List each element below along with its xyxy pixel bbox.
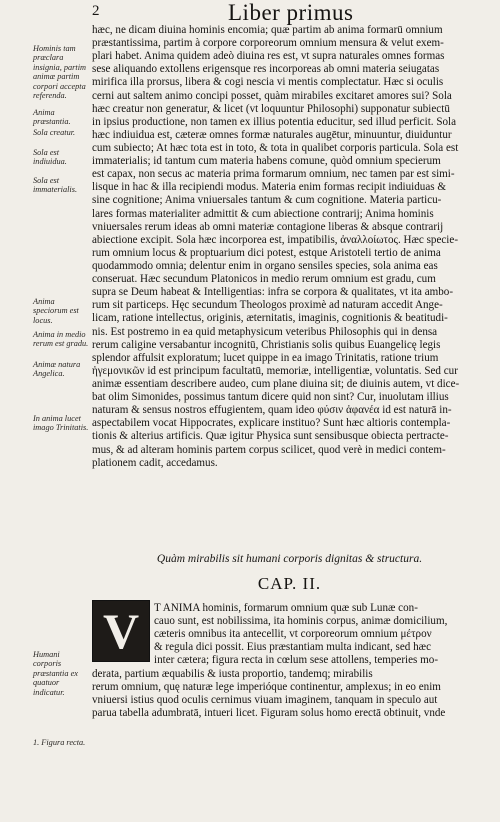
text-line: cum subiecto; At hæc tota est in toto, & tota in qualibet corporis particula. Sola est bbox=[92, 141, 459, 154]
text-line: rum omnium locus & proptuarium dici potest, estque Aristoteli tertio de anima bbox=[92, 246, 441, 259]
initial-letter: V bbox=[102, 603, 140, 659]
text-line: cerni aut saltem animo concipi posset, quàm mirabiles excitaret amores sui? Sola bbox=[92, 89, 452, 102]
chapter-heading: CAP. II. bbox=[257, 574, 322, 593]
margin-note: Animæ natura Angelica. bbox=[33, 360, 81, 379]
text-line: parua tabella adumbratā, intueri licet. Figuram solus homo erectā obtinuit, vnde bbox=[92, 706, 446, 719]
text-line: inter cætera; figura recta in cœlum sese attollens, temperies mo- bbox=[154, 654, 439, 667]
text-line: lares formas materialiter admittit & cum abiectione contrarij; Anima hominis bbox=[92, 207, 434, 220]
text-line: derata, partium æquabilis & iusta proportio, tandemq; mirabilis bbox=[92, 667, 373, 680]
margin-note: Anima præstantia. bbox=[33, 108, 71, 127]
page-number: 2 bbox=[92, 3, 100, 19]
text-line: immaterialis; id tantum cum materia habens comune, quòd omnium specierum bbox=[92, 155, 441, 168]
text-line: præstantissima, partim à corpore corporeorum omnium mensura & velut exem- bbox=[92, 37, 444, 50]
text-line: plari habet. Anima quidem adeò diuina res est, vt supra naturales omnes formas bbox=[92, 50, 445, 63]
text-line: & regula dici possit. Eius præstantiam multa indicant, sed hæc bbox=[154, 641, 431, 654]
running-head: Liber primus bbox=[228, 0, 354, 25]
text-line: est capax, non secus ac materia prima formarum omnium, nec tamen par est simi- bbox=[92, 168, 455, 181]
text-line: nis. Est postremo in ea quid metaphysicum veteribus Philosophis qui in densa bbox=[92, 325, 438, 338]
margin-note: In anima lucet imago Trinitatis. bbox=[33, 414, 89, 433]
text-line: mus, & ad alteram hominis partem corpus scilicet, quod verè in medici contem- bbox=[92, 443, 446, 456]
text-line: hæc creatur non generatur, & licet (vt loquuntur Philosophi) supponatur subiectū bbox=[92, 102, 450, 115]
margin-note: Anima in medio rerum est gradu. bbox=[33, 330, 89, 349]
text-line: plationem cadit, accedamus. bbox=[92, 456, 218, 469]
text-line: vniuersales rerum ideas ab omni materiæ contagione liberas & absque contrarij bbox=[92, 220, 444, 233]
text-line: licam, ratione intellectus, originis, æternitatis, imaginis, cognitionis & beatitudi- bbox=[92, 312, 448, 325]
text-line: aspectabilem vocat Hippocrates, explicare instituo? Sunt hæc altioris contempla- bbox=[92, 417, 451, 430]
text-line: cauo sunt, est nobilissima, ita hominis corpus, animæ domicilium, bbox=[154, 615, 448, 628]
text-line: ἡγεμονικῶν id est principum facultatū, memoriæ, intelligentiæ, voluntatis. Sed cur bbox=[92, 364, 458, 377]
text-line: sese aliquando extollens erigensque res incorporeas ab omni materia seiugatas bbox=[92, 63, 440, 76]
text-line: conseruat. Hæc secundum Platonicos in medio rerum omnium est gradu, cum bbox=[92, 273, 436, 286]
text-line: in ipsius productione, non tamen ex illius potentia educitur, sed illud perficit. Sola bbox=[92, 115, 457, 128]
margin-note: Hominis tam præclara insignia, partim animæ partim corpori accepta referenda. bbox=[33, 44, 87, 101]
text-line: animæ essentiam describere audeo, cum plane diuina sit; de diuinis autem, vt dice- bbox=[92, 377, 460, 390]
margin-note: Sola creatur. bbox=[33, 128, 76, 137]
text-line: bat olim Simonides, possimus tantum dicere quid non sint? Cur, inuolutam illius bbox=[92, 391, 449, 404]
text-line: sine cognitione; Anima vniuersales tantum & cum cognitione. Materia particu- bbox=[92, 194, 442, 207]
text-line: supra se Deum habeat & Intelligentias: infra se corpora & qualitates, vt ita ambo- bbox=[92, 286, 454, 299]
text-line: naturam & sensus nostros effugientem, quam ideo φύσιν ἀφανέα id est naturā in- bbox=[92, 404, 452, 417]
text-line: hæc indiuidua est, cæteræ omnes formæ naturales augētur, minuuntur, diuiduntur bbox=[92, 128, 452, 141]
text-line: rerum caligine versabantur incognitū, Christianis solis quibus Euangelicę legis bbox=[92, 338, 441, 351]
text-line: quodammodo omnia; delentur enim in organo sensiles species, sola anima eas bbox=[92, 259, 438, 272]
text-line: mirifica illa prorsus, libera & cogi nescia vi mentis complectatur. Hæc si oculis bbox=[92, 76, 444, 89]
section-subtitle: Quàm mirabilis sit humani corporis dignitas & structura. bbox=[156, 553, 423, 565]
text-line: tionis & alterius artificis. Quæ igitur Physica sunt sensibusque obiecta pertracte- bbox=[92, 430, 449, 443]
text-line: T ANIMA hominis, formarum omnium quæ sub Lunæ con- bbox=[154, 602, 418, 614]
text-line: vniuersi istius quod oculis cernimus viuam imaginem, tanquam in speculo aut bbox=[92, 693, 438, 706]
margin-note: 1. Figura recta. bbox=[33, 738, 86, 747]
text-line: abiectione excipit. Sola hæc incorporea est, impatibilis, ἀναλλοίωτος. Hæc specie- bbox=[92, 233, 459, 246]
chapter-paragraph bbox=[92, 602, 485, 720]
margin-note: Sola est immaterialis. bbox=[33, 176, 78, 195]
text-line: cæteris omnibus ita antecellit, vt corporeorum omnium μέτρον bbox=[154, 628, 432, 641]
margin-note: Anima speciorum est locus. bbox=[33, 297, 79, 325]
text-line: lisque in hac & illa recipiendi modus. Materia enim formas recipit indiuiduas & bbox=[92, 181, 446, 194]
text-line: rum sit particeps. Hęc secundum Theologos proximè ad naturam accedit Ange- bbox=[92, 299, 443, 312]
text-line: rerum omnium, quę naturæ lege imperióque continentur, amplexus; in eo enim bbox=[92, 680, 441, 693]
margin-note: Sola est indiuidua. bbox=[33, 148, 67, 167]
margin-note: Humani corporis præstantia ex quatuor indicatur. bbox=[33, 650, 78, 697]
main-paragraph bbox=[92, 24, 485, 470]
text-line: hæc, ne dicam diuina hominis encomia; quæ partim ab anima formarū omnium bbox=[92, 24, 443, 36]
text-line: splendor affulsit exploratum; lucet quippe in ea imago Trinitatis, ratione trium bbox=[92, 351, 439, 364]
